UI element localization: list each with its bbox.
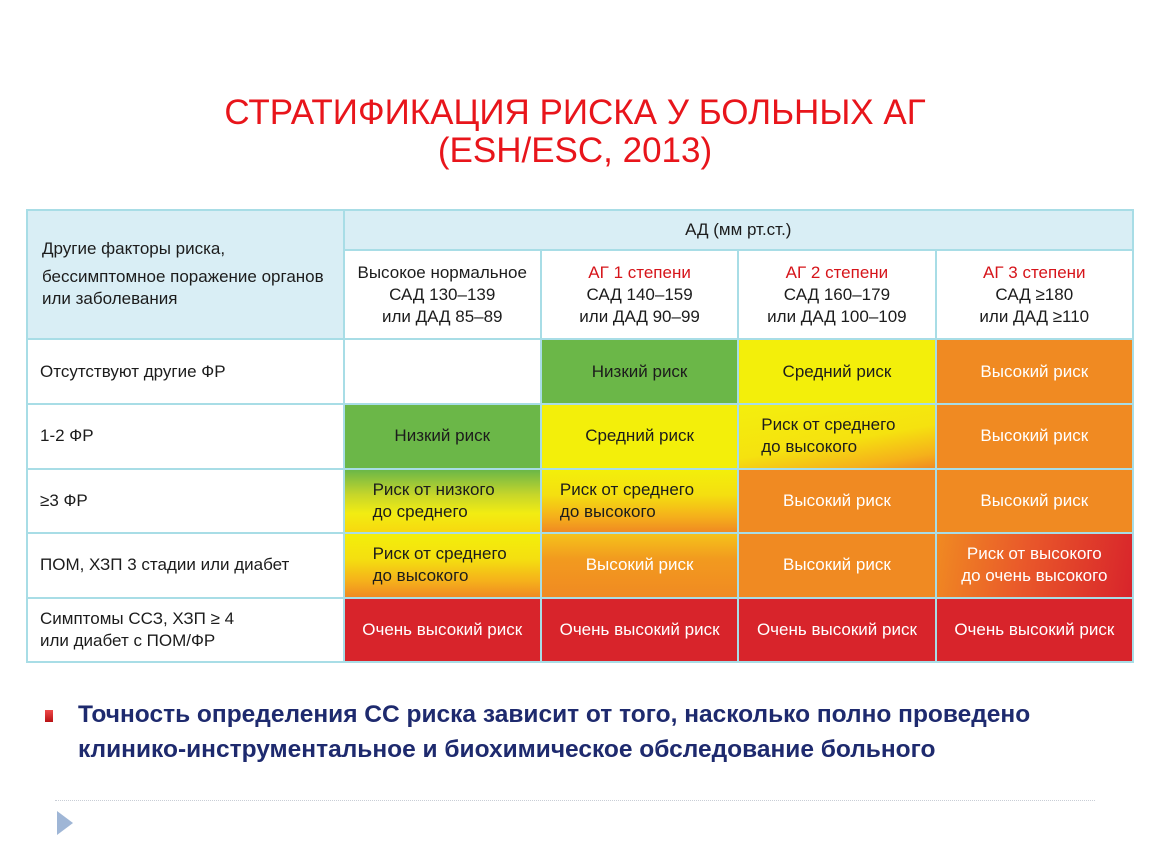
row-label: Симптомы ССЗ, ХЗП ≥ 4 или диабет с ПОМ/ФР — [27, 598, 344, 662]
col-dad: или ДАД ≥110 — [979, 306, 1090, 326]
risk-cell: Низкий риск — [344, 404, 541, 468]
col-header-grade-2 — [738, 250, 935, 339]
col-dad: или ДАД 100–109 — [767, 306, 907, 326]
risk-cell: Высокий риск — [541, 533, 738, 597]
bp-header: АД (мм рт.ст.) — [344, 210, 1133, 250]
col-name: АГ 1 степени — [588, 262, 691, 282]
risk-cell-line: до высокого — [372, 566, 469, 586]
risk-cell — [344, 339, 541, 404]
slide-title — [0, 94, 1150, 170]
col-header-grade-1 — [541, 250, 738, 339]
col-dad: или ДАД 85–89 — [381, 306, 503, 326]
risk-cell: Очень высокий риск — [344, 598, 541, 662]
corner-header — [27, 210, 344, 339]
risk-cell-line: Риск от среднего — [761, 415, 896, 435]
risk-cell-line: до очень высокого — [961, 566, 1108, 586]
risk-cell: Средний риск — [738, 339, 935, 404]
square-bullet-icon — [45, 710, 53, 722]
risk-cell: Очень высокий риск — [936, 598, 1133, 662]
col-sad: САД 140–159 — [586, 284, 693, 304]
risk-cell — [738, 404, 935, 468]
table-row — [27, 533, 1133, 597]
row-label: ≥3 ФР — [27, 469, 344, 533]
table-row — [27, 469, 1133, 533]
risk-cell — [344, 533, 541, 597]
risk-cell: Низкий риск — [541, 339, 738, 404]
title-line-2: (ESH/ESC, 2013) — [437, 131, 713, 170]
risk-cell: Высокий риск — [936, 469, 1133, 533]
table-row — [27, 404, 1133, 468]
risk-cell: Высокий риск — [738, 533, 935, 597]
risk-cell — [541, 469, 738, 533]
divider — [55, 800, 1095, 801]
col-header-high-normal — [344, 250, 541, 339]
col-sad: САД ≥180 — [995, 284, 1074, 304]
col-sad: САД 130–139 — [389, 284, 496, 304]
corner-line-1: Другие факторы риска, — [42, 239, 226, 259]
risk-cell-line: до высокого — [559, 501, 656, 521]
risk-cell — [936, 533, 1133, 597]
risk-cell-line: до высокого — [761, 437, 858, 457]
col-dad: или ДАД 90–99 — [579, 306, 700, 326]
risk-cell: Высокий риск — [936, 339, 1133, 404]
risk-cell: Очень высокий риск — [541, 598, 738, 662]
corner-line-2: бессимптомное поражение органов — [42, 267, 324, 287]
next-arrow-icon[interactable] — [57, 811, 73, 835]
title-line-1: СТРАТИФИКАЦИЯ РИСКА У БОЛЬНЫХ АГ — [224, 93, 926, 132]
risk-cell-line: Риск от среднего — [372, 544, 507, 564]
col-name: АГ 3 степени — [983, 262, 1086, 282]
bullet-text: Точность определения СС риска зависит от того, насколько полно проведено клинико-инструментальное и биохимическое обследование больного — [78, 701, 1031, 763]
risk-cell: Средний риск — [541, 404, 738, 468]
risk-stratification-table — [26, 209, 1134, 663]
table-row — [27, 339, 1133, 404]
table-row — [27, 598, 1133, 662]
risk-cell: Высокий риск — [738, 469, 935, 533]
col-sad: САД 160–179 — [783, 284, 891, 304]
risk-cell-line: Риск от высокого — [966, 544, 1102, 564]
corner-line-3: или заболевания — [42, 289, 178, 309]
risk-cell — [344, 469, 541, 533]
row-label: 1-2 ФР — [27, 404, 344, 468]
risk-cell: Очень высокий риск — [738, 598, 935, 662]
risk-cell-line: Риск от низкого — [372, 479, 495, 499]
risk-cell: Высокий риск — [936, 404, 1133, 468]
row-label: Отсутствуют другие ФР — [27, 339, 344, 404]
col-header-grade-3 — [936, 250, 1133, 339]
col-name: Высокое нормальное — [357, 262, 527, 282]
row-label: ПОМ, ХЗП 3 стадии или диабет — [27, 533, 344, 597]
risk-cell-line: Риск от среднего — [559, 479, 695, 499]
col-name: АГ 2 степени — [785, 262, 889, 282]
risk-cell-line: до среднего — [372, 501, 468, 521]
